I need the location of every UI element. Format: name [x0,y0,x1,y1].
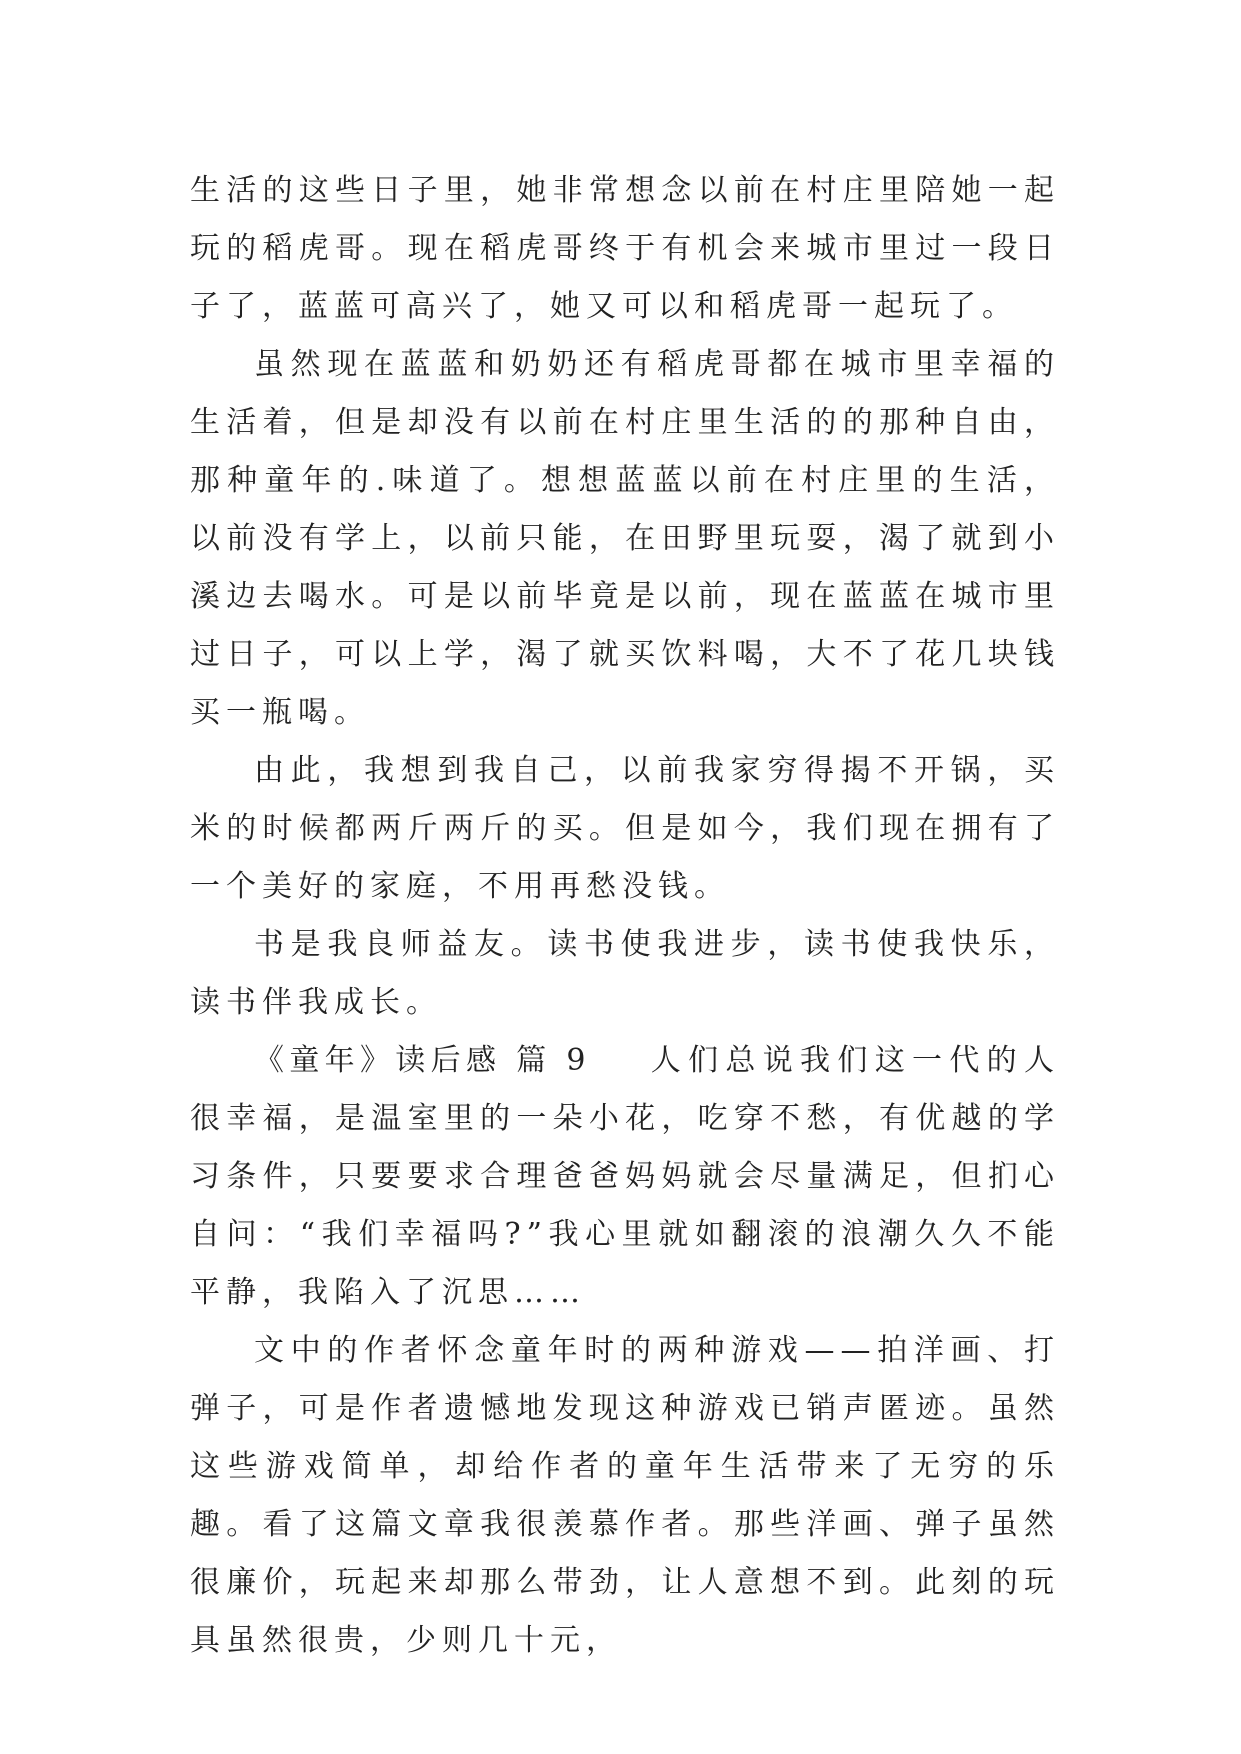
paragraph-5 [190,1032,1060,1322]
paragraph-5-text: 人们总说我们这一代的人很幸福，是温室里的一朵小花，吃穿不愁，有优越的学习条件，只要要求合理爸爸妈妈就会尽量满足，但扪心自问：“我们幸福吗?”我心里就如翻滚的浪潮久久不能平静，我陷入了沉思…… [190,1043,1060,1310]
paragraph-2: 虽然现在蓝蓝和奶奶还有稻虎哥都在城市里幸福的生活着，但是却没有以前在村庄里生活的的那种自由，那种童年的.味道了。想想蓝蓝以前在村庄里的生活，以前没有学上，以前只能，在田野里玩耍，渴了就到小溪边去喝水。可是以前毕竟是以前，现在蓝蓝在城市里过日子，可以上学，渴了就买饮料喝，大不了花几块钱买一瓶喝。 [190,347,1060,730]
paragraph-3: 由此，我想到我自己，以前我家穷得揭不开锅，买米的时候都两斤两斤的买。但是如今，我们现在拥有了一个美好的家庭，不用再愁没钱。 [190,753,1060,904]
paragraph-4: 书是我良师益友。读书使我进步，读书使我快乐，读书伴我成长。 [190,927,1060,1020]
document-body [190,162,1060,1670]
paragraph-6: 文中的作者怀念童年时的两种游戏——拍洋画、打弹子，可是作者遗憾地发现这种游戏已销声匿迹。虽然这些游戏简单，却给作者的童年生活带来了无穷的乐趣。看了这篇文章我很羡慕作者。那些洋画、弹子虽然很廉价，玩起来却那么带劲，让人意想不到。此刻的玩具虽然很贵，少则几十元， [190,1333,1060,1658]
paragraph-1: 生活的这些日子里，她非常想念以前在村庄里陪她一起玩的稻虎哥。现在稻虎哥终于有机会来城市里过一段日子了，蓝蓝可高兴了，她又可以和稻虎哥一起玩了。 [190,173,1060,324]
section-heading: 《童年》读后感 篇 9 [254,1043,590,1078]
